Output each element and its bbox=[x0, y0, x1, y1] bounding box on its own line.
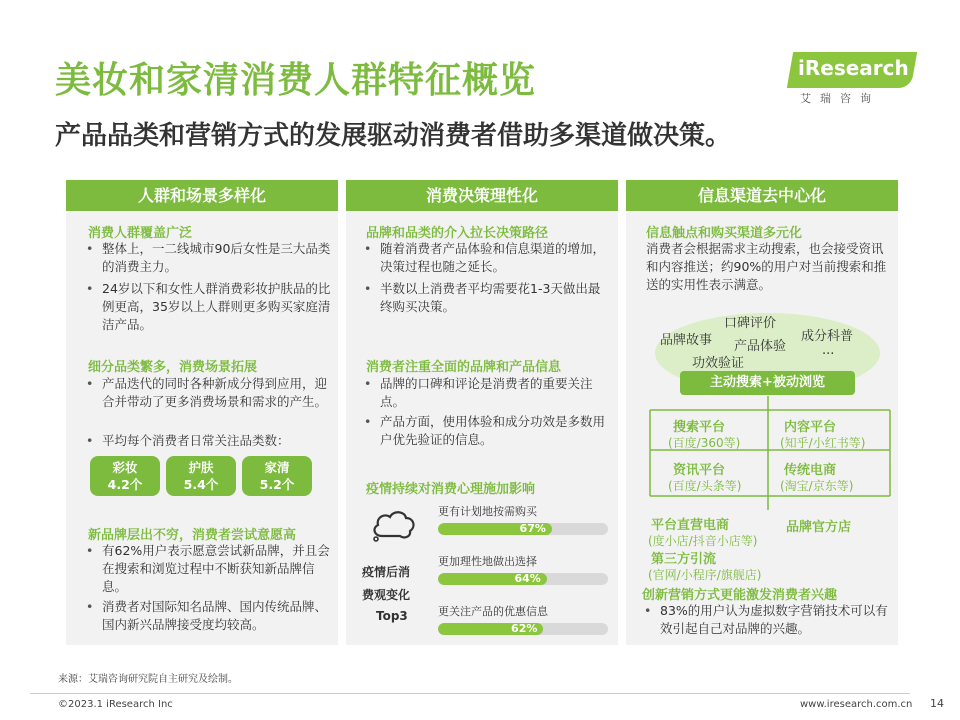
section-heading: 细分品类繁多，消费场景拓展 bbox=[88, 360, 258, 375]
section-heading: 品牌和品类的介入拉长决策路径 bbox=[366, 226, 549, 241]
covid-label-line1: 疫情后消 bbox=[362, 565, 411, 579]
bar-fill bbox=[438, 523, 552, 535]
page-number: 14 bbox=[930, 697, 944, 710]
column-header: 信息渠道去中心化 bbox=[626, 180, 898, 211]
channel-title: 平台直营电商 bbox=[651, 518, 730, 533]
section-paragraph: 消费者会根据需求主动搜索，也会接受资讯和内容推送；约90%的用户对当前搜索和推送的实用性表示满意。 bbox=[646, 241, 887, 292]
bullet-item: • 消费者对国际知名品牌、国内传统品牌、国内新兴品牌接受度均较高。 bbox=[84, 598, 334, 634]
logo-text: iResearch bbox=[798, 56, 909, 80]
channel-title: 内容平台 bbox=[784, 420, 837, 435]
column-header: 消费决策理性化 bbox=[346, 180, 618, 211]
touchpoint-word: ... bbox=[822, 343, 835, 358]
category-chip-makeup: 彩妆 4.2个 bbox=[90, 456, 160, 496]
channel-title: 第三方引流 bbox=[651, 552, 717, 567]
logo-subtext: 艾瑞咨询 bbox=[800, 92, 880, 105]
page-subtitle: 产品品类和营销方式的发展驱动消费者借助多渠道做决策。 bbox=[55, 121, 732, 151]
footer-url: www.iresearch.com.cn bbox=[800, 699, 913, 710]
bullet-item: • 24岁以下和女性人群消费彩妆护肤品的比例更高，35岁以上人群则更多购买家庭清洁产品。 bbox=[84, 280, 334, 334]
bar-fill bbox=[438, 573, 547, 585]
channel-title: 品牌官方店 bbox=[786, 520, 852, 535]
touchpoint-word: 成分科普 bbox=[801, 329, 854, 344]
bar-track bbox=[438, 573, 608, 585]
bullet-item: • 83%的用户认为虚拟数字营销技术可以有效引起自己对品牌的兴趣。 bbox=[642, 602, 892, 638]
covid-label-line2: 费观变化 bbox=[362, 588, 411, 602]
column-header: 人群和场景多样化 bbox=[66, 180, 338, 211]
source-note: 来源：艾瑞咨询研究院自主研究及绘制。 bbox=[58, 674, 238, 685]
bullet-item: • 半数以上消费者平均需要花1-3天做出最终购买决策。 bbox=[362, 280, 612, 316]
bar-track bbox=[438, 523, 608, 535]
bullet-item: • 平均每个消费者日常关注品类数： bbox=[84, 432, 334, 450]
bar-track bbox=[438, 623, 608, 635]
channel-subtitle: (淘宝/京东等) bbox=[780, 479, 854, 493]
channel-subtitle: (百度/头条等) bbox=[668, 479, 742, 493]
channel-subtitle: (度小店/抖音小店等) bbox=[648, 534, 758, 548]
section-heading: 创新营销方式更能激发消费者兴趣 bbox=[642, 588, 838, 603]
covid-label-line3: Top3 bbox=[376, 609, 408, 623]
touchpoint-word: 口碑评价 bbox=[724, 316, 777, 331]
channel-title: 搜索平台 bbox=[673, 420, 726, 435]
iresearch-logo bbox=[790, 52, 920, 108]
copyright: ©2023.1 iResearch Inc bbox=[58, 699, 173, 710]
section-heading: 新品牌层出不穷，消费者尝试意愿高 bbox=[88, 528, 297, 543]
bar-value: 62% bbox=[511, 623, 538, 635]
bullet-item: • 产品迭代的同时各种新成分得到应用，迎合并带动了更多消费场景和需求的产生。 bbox=[84, 375, 334, 411]
section-heading: 消费者注重全面的品牌和产品信息 bbox=[366, 360, 562, 375]
touchpoint-word: 功效验证 bbox=[692, 356, 745, 371]
touchpoint-word: 产品体验 bbox=[734, 339, 787, 354]
bar-fill bbox=[438, 623, 543, 635]
category-chip-household: 家清 5.2个 bbox=[242, 456, 312, 496]
channel-title: 传统电商 bbox=[784, 463, 837, 478]
bullet-item: • 整体上，一二线城市90后女性是三大品类的消费主力。 bbox=[84, 240, 334, 276]
channel-subtitle: (百度/360等) bbox=[668, 436, 741, 450]
channel-subtitle: (知乎/小红书等) bbox=[780, 436, 866, 450]
category-chip-skincare: 护肤 5.4个 bbox=[166, 456, 236, 496]
bar-label: 更加理性地做出选择 bbox=[438, 555, 537, 568]
bar-value: 67% bbox=[519, 523, 546, 535]
bullet-item: • 有62%用户表示愿意尝试新品牌，并且会在搜索和浏览过程中不断获知新品牌信息。 bbox=[84, 542, 334, 596]
thought-cloud-icon bbox=[370, 506, 418, 542]
bar-label: 更有计划地按需购买 bbox=[438, 505, 537, 518]
touchpoint-word: 品牌故事 bbox=[660, 333, 713, 348]
column-rational-decision bbox=[346, 180, 618, 645]
channel-subtitle: (官网/小程序/旗舰店) bbox=[648, 568, 762, 582]
section-heading: 消费人群覆盖广泛 bbox=[88, 226, 193, 241]
bar-value: 64% bbox=[514, 573, 541, 585]
bullet-item: • 品牌的口碑和评论是消费者的重要关注点。 bbox=[362, 375, 612, 411]
section-heading: 信息触点和购买渠道多元化 bbox=[646, 226, 803, 241]
bullet-item: • 随着消费者产品体验和信息渠道的增加，决策过程也随之延长。 bbox=[362, 240, 612, 276]
section-heading: 疫情持续对消费心理施加影响 bbox=[366, 482, 536, 497]
channel-title: 资讯平台 bbox=[673, 463, 726, 478]
bar-label: 更关注产品的优惠信息 bbox=[438, 605, 548, 618]
page-title: 美妆和家清消费人群特征概览 bbox=[55, 60, 537, 101]
bullet-item: • 产品方面，使用体验和成分功效是多数用户优先验证的信息。 bbox=[362, 413, 612, 449]
search-browse-pill: 主动搜索+被动浏览 bbox=[680, 371, 855, 395]
column-crowd-scenes bbox=[66, 180, 338, 645]
footer-divider bbox=[30, 693, 910, 694]
